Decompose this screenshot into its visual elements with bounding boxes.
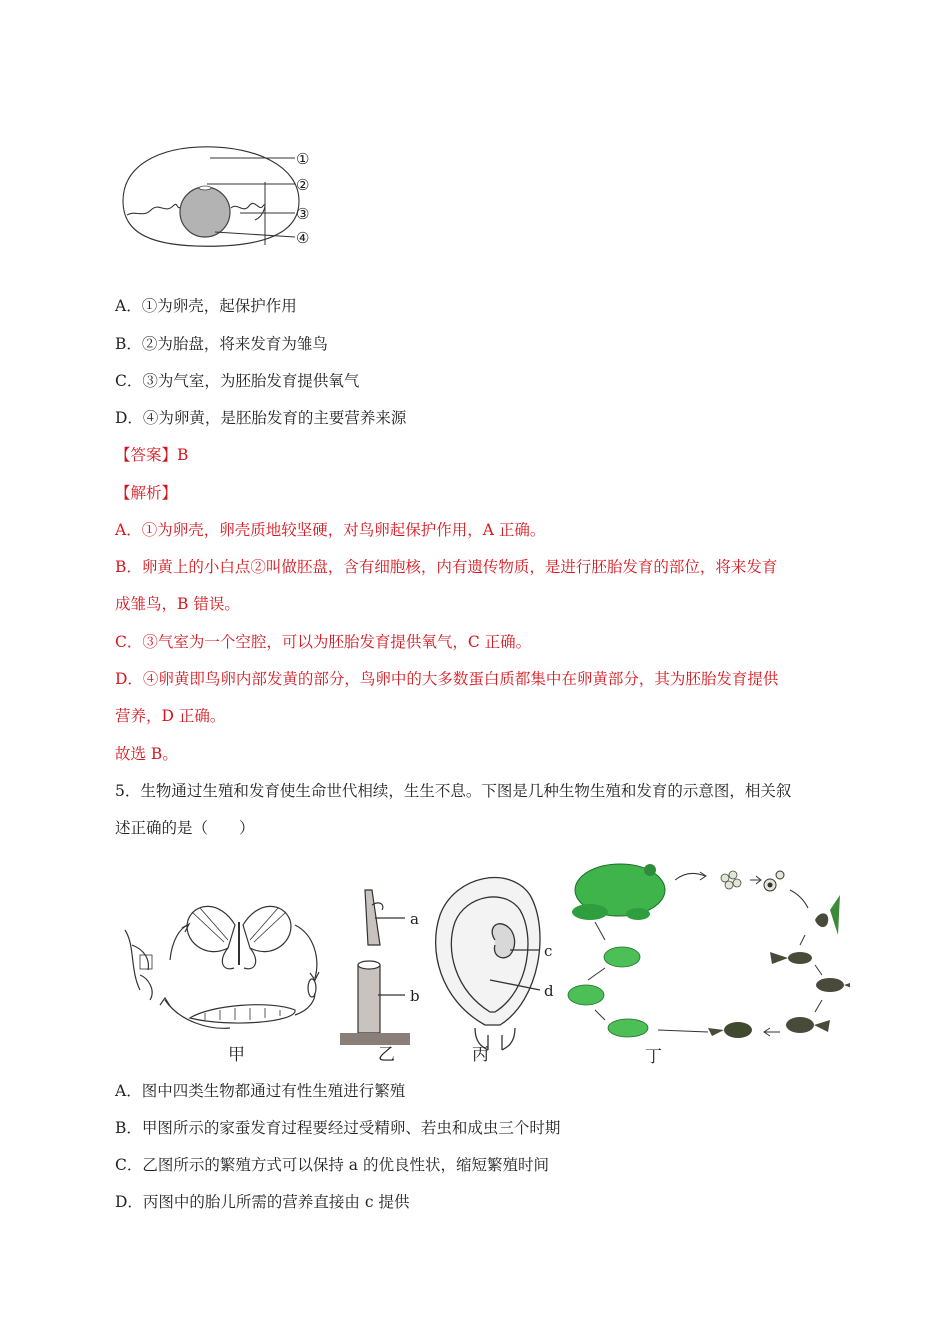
label-c: c <box>544 942 553 960</box>
analysis-conclusion: 故选 B。 <box>115 745 178 763</box>
panel-ding <box>568 864 850 1038</box>
caption-bing: 丙 <box>472 1045 489 1065</box>
q5-option-a[interactable]: A．图中四类生物都通过有性生殖进行繁殖 <box>115 1082 406 1100</box>
yolk <box>180 187 230 237</box>
q5-option-c[interactable]: C．乙图所示的繁殖方式可以保持 a 的优良性状，缩短繁殖时间 <box>115 1156 549 1174</box>
analysis-line-5: D．④卵黄即鸟卵内部发黄的部分，鸟卵中的大多数蛋白质都集中在卵黄部分，其为胚胎发育提供 <box>115 670 779 688</box>
analysis-line-3: 成雏鸟，B 错误。 <box>115 595 240 613</box>
frog-embryo-icon <box>764 871 784 891</box>
egg-label-2: ② <box>296 176 310 194</box>
panel-jia <box>125 906 319 1028</box>
q5-option-d[interactable]: D．丙图中的胎儿所需的营养直接由 c 提供 <box>115 1193 410 1211</box>
q5-stem-line-1: 5．生物通过生殖和发育使生命世代相续，生生不息。下图是几种生物生殖和发育的示意图，相关叙 <box>115 782 792 800</box>
egg-structure-figure <box>115 140 345 270</box>
panel-yi <box>340 890 410 1045</box>
stock-icon <box>358 965 380 1033</box>
analysis-line-6: 营养，D 正确。 <box>115 707 226 725</box>
q4-option-c[interactable]: C．③为气室，为胚胎发育提供氧气 <box>115 372 360 390</box>
answer-value: B <box>177 446 189 464</box>
q4-answer <box>115 444 188 466</box>
caption-yi: 乙 <box>378 1045 395 1065</box>
analysis-title: 【解析】 <box>115 484 178 502</box>
q4-option-a[interactable]: A．①为卵壳，起保护作用 <box>115 297 297 315</box>
q4-option-b[interactable]: B．②为胎盘，将来发育为雏鸟 <box>115 335 328 353</box>
caption-jia: 甲 <box>228 1045 245 1065</box>
froglet-icon-1 <box>608 1019 648 1037</box>
tadpole-icons <box>708 895 850 1038</box>
analysis-line-2: B．卵黄上的小白点②叫做胚盘，含有细胞核，内有遗传物质，是进行胚胎发育的部位，将来发育 <box>115 558 778 576</box>
germinal-disc <box>199 186 211 190</box>
froglet-icon-3 <box>604 947 640 967</box>
froglet-icon-2 <box>568 985 604 1005</box>
panel-bing <box>436 878 540 1050</box>
analysis-line-1: A．①为卵壳，卵壳质地较坚硬，对鸟卵起保护作用，A 正确。 <box>115 521 546 539</box>
label-b: b <box>410 987 420 1005</box>
reproduction-figure <box>110 850 850 1070</box>
pupa-icon <box>308 979 316 997</box>
analysis-line-4: C．③气室为一个空腔，可以为胚胎发育提供氧气，C 正确。 <box>115 633 532 651</box>
label-d: d <box>544 982 554 1000</box>
label-a: a <box>410 910 419 928</box>
frog-eggs-icon <box>721 871 741 889</box>
egg-label-1: ① <box>296 150 310 168</box>
larva-icon <box>190 1005 295 1023</box>
caption-ding: 丁 <box>645 1047 662 1067</box>
q5-option-b[interactable]: B．甲图所示的家蚕发育过程要经过受精卵、若虫和成虫三个时期 <box>115 1119 561 1137</box>
q5-stem-line-2: 述正确的是（ ） <box>115 819 255 837</box>
egg-label-4: ④ <box>296 229 310 247</box>
answer-label: 【答案】 <box>115 446 178 464</box>
q4-option-d[interactable]: D．④为卵黄，是胚胎发育的主要营养来源 <box>115 409 407 427</box>
egg-label-3: ③ <box>296 205 310 223</box>
branch-eggs-icon <box>125 930 152 1000</box>
